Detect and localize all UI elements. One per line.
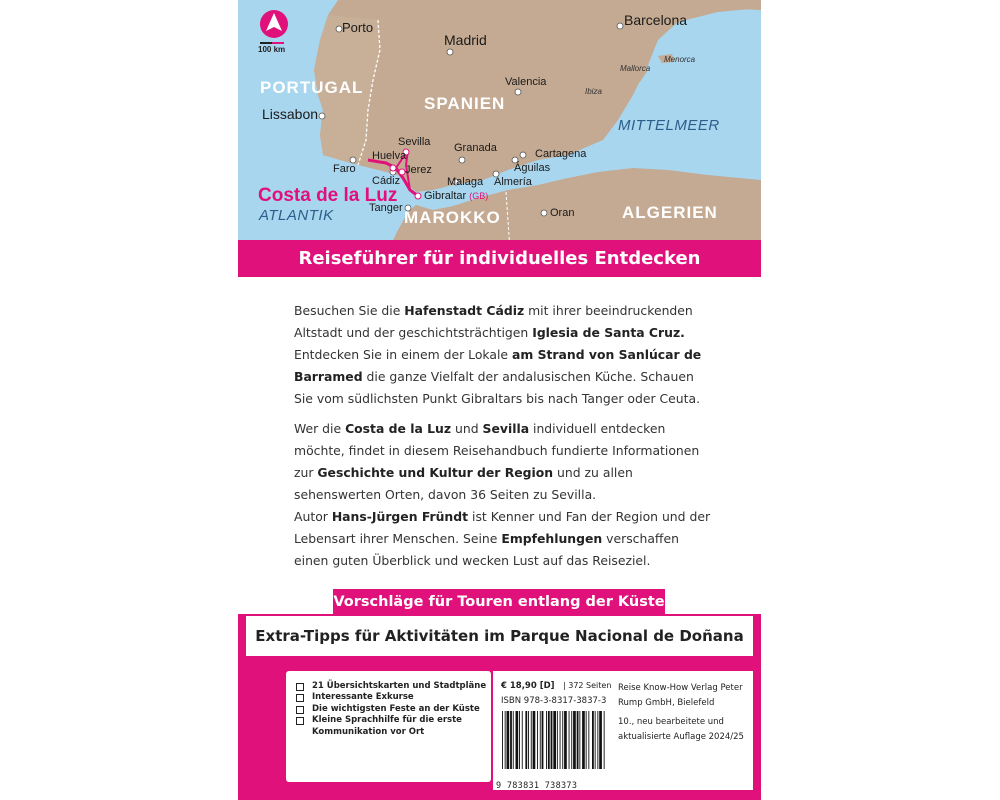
city-dot [319,113,325,119]
city-label-jerez: Jerez [405,164,432,176]
barcode-bar [502,711,503,769]
city-dot [617,23,623,29]
city-dot [415,193,421,199]
city-dot [515,89,521,95]
city-dot [390,165,396,171]
city-label-granada: Granada [454,142,497,154]
city-dot [447,49,453,55]
city-label-barcelona: Barcelona [624,12,688,28]
city-label-sevilla: Sevilla [398,136,431,148]
city-label-oran: Oran [550,207,575,219]
barcode-bar [569,711,570,769]
barcode-bar [533,711,536,769]
barcode-bar [560,711,561,769]
barcode-bar [564,711,567,769]
checkbox-icon [296,717,304,725]
city-label-madrid: Madrid [444,32,487,48]
city-label-huelva: Huelva [372,150,407,162]
barcode-bar [516,711,519,769]
tours-tag: Vorschläge für Touren entlang der Küste [333,589,665,615]
barcode-bar [513,711,514,769]
blurb-paragraph: Besuchen Sie die Hafenstadt Cádiz mit ihrer beeindruckenden Altstadt und der geschichtsträchtigen Iglesia de Santa Cruz. Entdecken Sie in einem der Lokale am Strand von Sanlúcar de Barramed die ganze Vielfalt der andalusischen Küche. Schauen Sie vom südlichsten Punkt Gibraltars bis nach Tanger oder Ceuta. [294,303,702,406]
isbn: ISBN 978-3-8317-3837-3 [501,696,607,706]
city-label-valencia: Valencia [505,76,547,88]
features-box [286,671,491,782]
subtitle-band: Reiseführer für individuelles Entdecken [238,240,761,277]
city-label-cartagena: Cartagena [535,148,587,160]
barcode-bar [582,711,585,769]
city-label-lissabon: Lissabon [262,106,319,122]
barcode-bar [573,711,576,769]
island-label-ibiza: Ibiza [585,87,602,96]
city-dot [459,157,465,163]
edition: 10., neu bearbeitete und aktualisierte Auflage 2024/25 [618,717,744,742]
barcode-bar [571,711,572,769]
barcode-bar [519,711,520,769]
barcode-bar [604,711,605,769]
blurb [294,300,712,580]
map-scale: 100 km [258,45,286,54]
sea-label-atlantik: ATLANTIK [259,207,334,224]
city-label-malaga: Malaga [447,176,484,188]
feature-item: 21 Übersichtskarten und Stadtpläne [296,681,491,692]
barcode-bar [586,711,587,769]
feature-item: Interessante Exkurse [296,692,491,703]
country-label-spain: SPANIEN [424,94,506,113]
barcode-bar [562,711,563,769]
city-label-cadiz: Cádiz [372,175,401,187]
country-label-morocco: MAROKKO [404,208,501,227]
barcode-number: 9 783831 738373 [496,781,578,791]
extra-tips-banner: Extra-Tipps für Aktivitäten im Parque Nacional de Doñana [246,616,753,656]
barcode-bar [592,711,594,769]
page-count: | 372 Seiten [563,681,612,690]
barcode-bar [507,711,510,769]
info-box [493,671,753,790]
publisher: Reise Know-How Verlag Peter Rump GmbH, Bielefeld [618,683,743,708]
barcode-bar [551,711,553,769]
country-label-portugal: PORTUGAL [260,78,364,97]
city-label-faro: Faro [333,163,356,175]
checkbox-icon [296,694,304,702]
barcode-bar [577,711,579,769]
barcode-bar [510,711,512,769]
checkbox-icon [296,683,304,691]
city-label-porto: Porto [342,20,374,35]
barcode-bar [548,711,550,769]
region-label: Costa de la Luz [258,185,398,206]
price: € 18,90 [D] [501,681,555,691]
barcode-bar [537,711,538,769]
feature-item: Die wichtigsten Feste an der Küste [296,704,491,715]
back-cover [238,0,761,800]
sea-label-mittelmeer: MITTELMEER [618,117,720,134]
barcode-bar [557,711,558,769]
barcode-bar [531,711,532,769]
barcode-bar [540,711,541,769]
barcode-bar [597,711,598,769]
city-dot [541,210,547,216]
checkbox-icon [296,706,304,714]
island-label-menorca: Menorca [664,55,696,64]
city-label-aguilas: Águilas [514,162,551,174]
city-label-gibraltar: Gibraltar (GB) [424,190,489,202]
barcode-bar [505,711,506,769]
city-label-tanger: Tanger [369,202,403,214]
country-label-algeria: ALGERIEN [622,203,718,222]
barcode-bar [542,711,544,769]
island-label-mallorca: Mallorca [620,64,651,73]
city-dot [520,152,526,158]
blurb-paragraph: Autor Hans-Jürgen Fründt ist Kenner und Fan der Region und der Lebensart ihrer Menschen. Seine Empfehlungen verschaffen einen guten Überblick und wecken Lust auf das Reiseziel. [294,509,711,568]
blurb-paragraph: Wer die Costa de la Luz und Sevilla individuell entdecken möchte, findet in diesem Reisehandbuch fundierte Informationen zur Geschichte und Kultur der Region und zu allen sehenswerten Orten, davon 36 Seiten zu Sevilla. [294,421,700,502]
barcode-bar [595,711,596,769]
barcode-bar [599,711,602,769]
barcode-bar [522,711,523,769]
barcode-bar [579,711,580,769]
barcode-bar [525,711,527,769]
barcode-bar [588,711,589,769]
city-label-almeria: Almería [494,176,532,188]
barcode-bar [553,711,556,769]
map [238,0,761,250]
barcode-bar [546,711,547,769]
barcode [500,711,610,769]
feature-item: Kleine Sprachhilfe für die erste Kommunikation vor Ort [296,715,491,738]
barcode-bar [528,711,529,769]
